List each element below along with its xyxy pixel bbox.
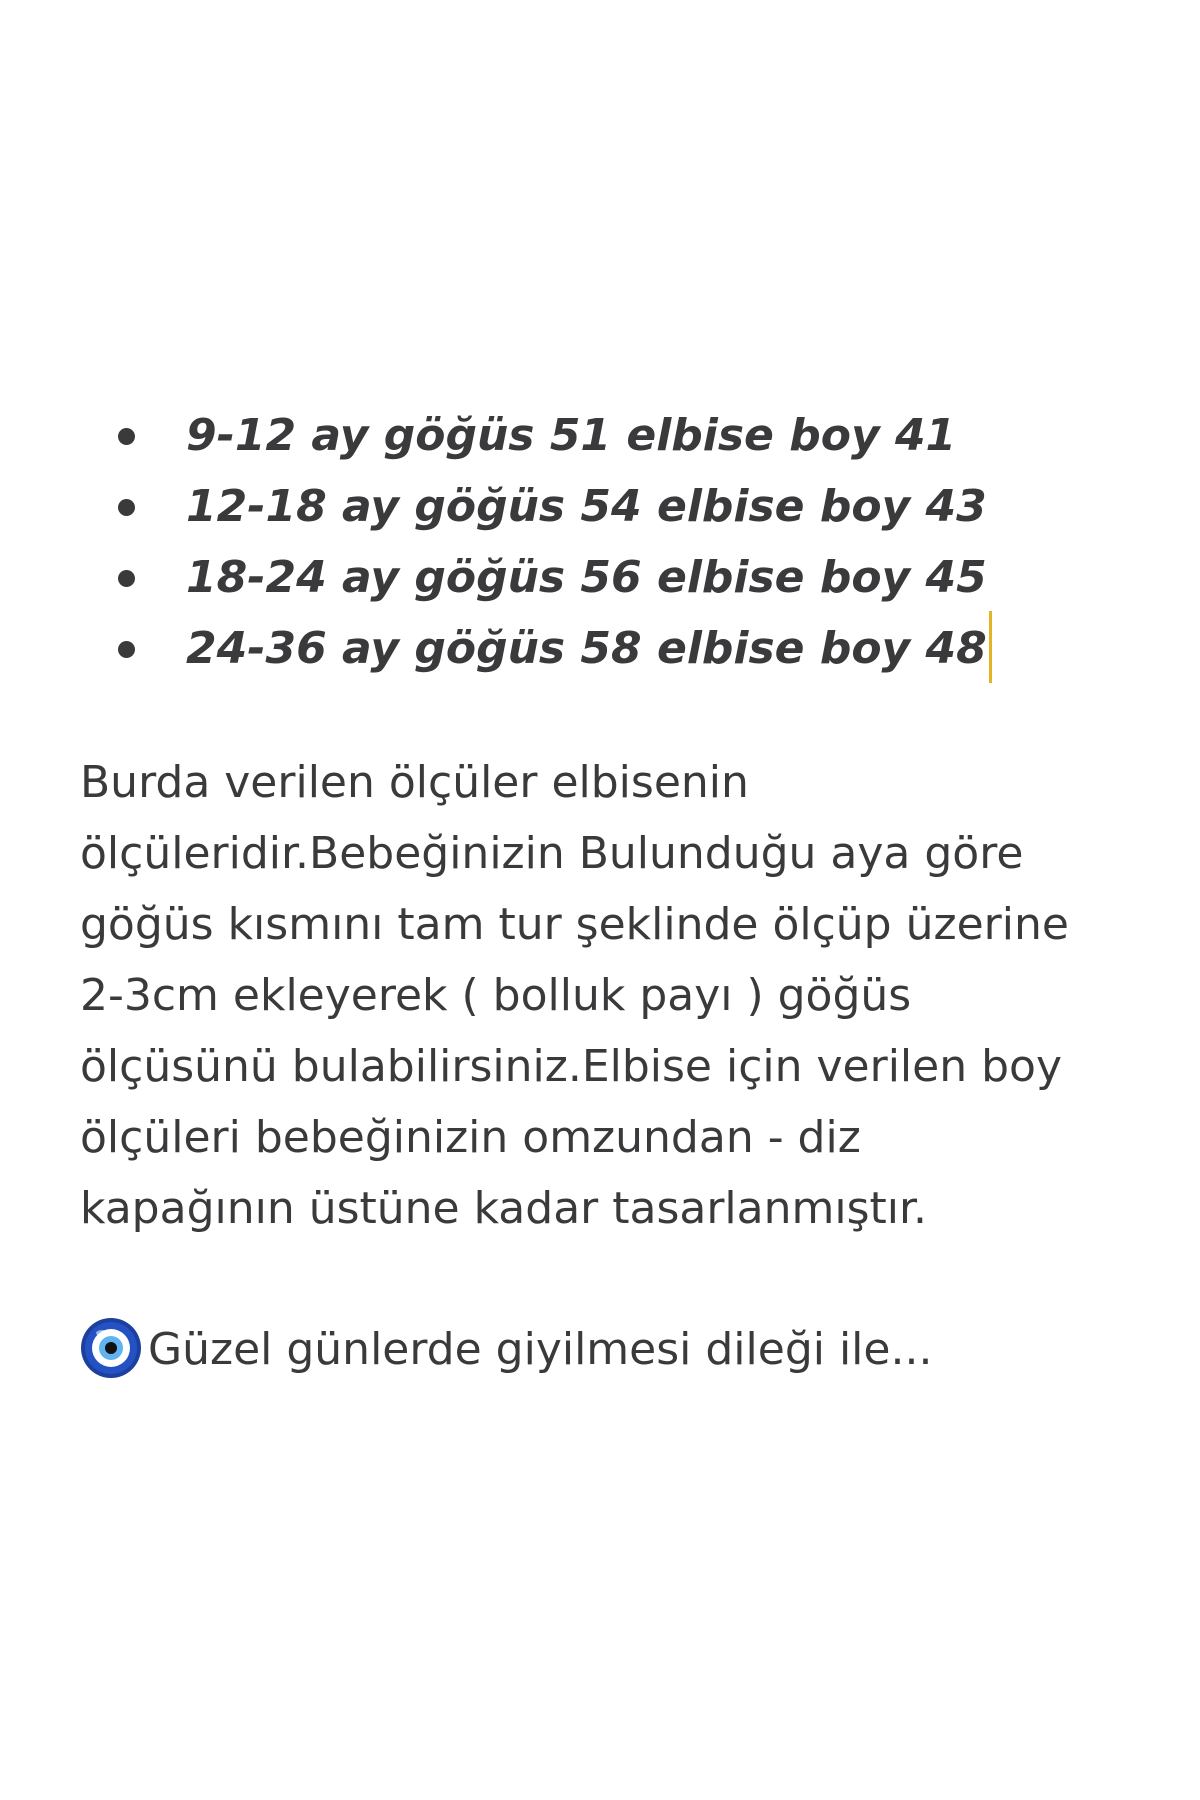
list-item	[110, 471, 992, 542]
description-line: kapağının üstüne kadar tasarlanmıştır.	[80, 1183, 928, 1234]
list-item	[110, 613, 992, 684]
size-item-label: 12-18 ay göğüs 54 elbise boy 43	[186, 481, 987, 532]
description-line: göğüs kısmını tam tur şeklinde ölçüp üzerine	[80, 899, 1069, 950]
description-line: 2-3cm ekleyerek ( bolluk payı ) göğüs	[80, 970, 912, 1021]
text-cursor	[989, 611, 992, 683]
size-list	[110, 400, 992, 684]
closing-line	[80, 1314, 932, 1385]
size-item-label: 24-36 ay göğüs 58 elbise boy 48	[186, 623, 987, 674]
size-item-label: 18-24 ay göğüs 56 elbise boy 45	[186, 552, 987, 603]
list-item	[110, 542, 992, 613]
closing-text: Güzel günlerde giyilmesi dileği ile...	[148, 1324, 933, 1375]
bullet-icon	[118, 499, 135, 516]
size-item-label: 9-12 ay göğüs 51 elbise boy 41	[186, 410, 957, 461]
description-paragraph	[80, 747, 1130, 1244]
list-item	[110, 400, 992, 471]
bullet-icon	[118, 570, 135, 587]
description-line: ölçüleridir.Bebeğinizin Bulunduğu aya göre	[80, 828, 1024, 879]
nazar-evil-eye-icon	[80, 1317, 142, 1379]
bullet-icon	[118, 641, 135, 658]
description-line: ölçüsünü bulabilirsiniz.Elbise için verilen boy	[80, 1041, 1062, 1092]
description-line: Burda verilen ölçüler elbisenin	[80, 757, 749, 808]
bullet-icon	[118, 428, 135, 445]
description-line: ölçüleri bebeğinizin omzundan - diz	[80, 1112, 861, 1163]
